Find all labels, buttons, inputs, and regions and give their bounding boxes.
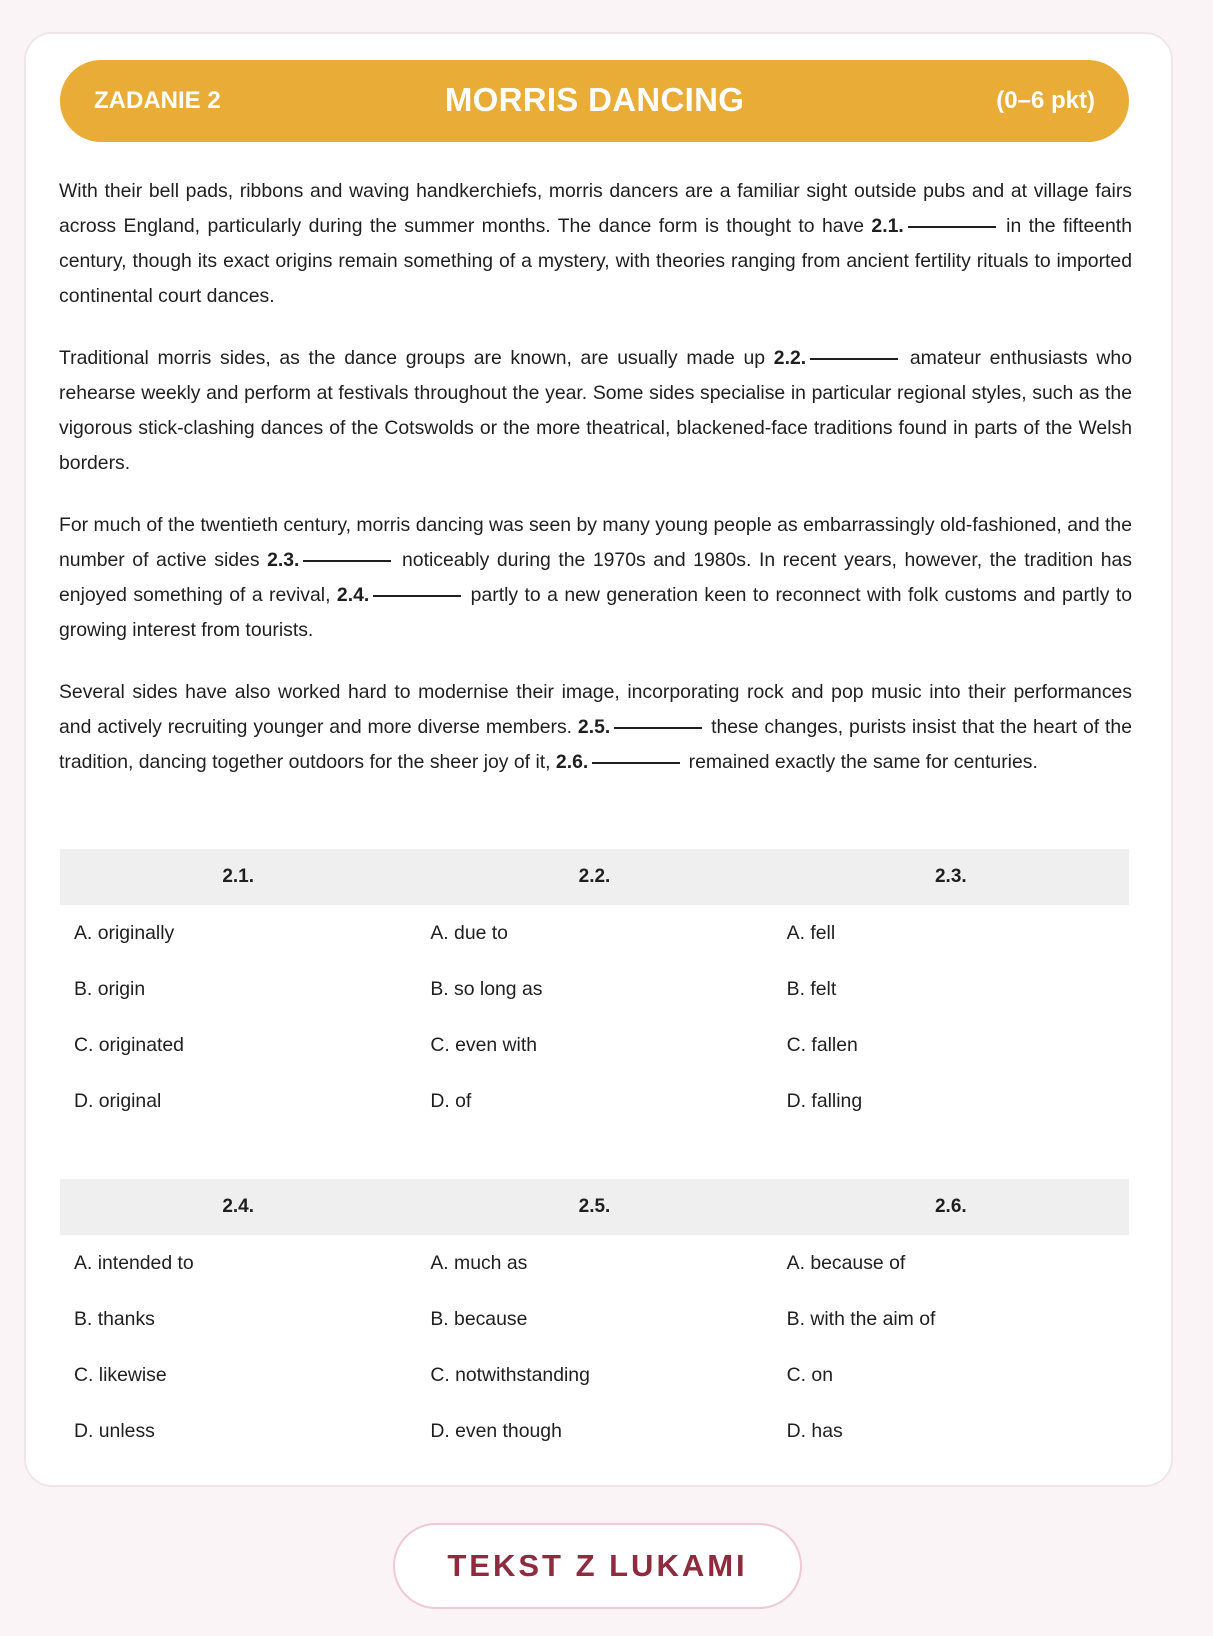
option-item[interactable]: B. origin [74,978,146,1000]
column-header: 2.1. [222,866,255,887]
option-item[interactable]: A. intended to [74,1252,194,1274]
option-item[interactable]: B. thanks [74,1308,155,1330]
options-body [60,905,1129,1142]
options-column [60,1235,416,1472]
gap-blank[interactable] [303,559,391,562]
task-number: ZADANIE 2 [94,87,221,114]
gap-blank[interactable] [908,225,996,228]
column-header: 2.4. [222,1196,255,1217]
gap-number: 2.5. [577,716,611,738]
option-item[interactable]: D. original [74,1090,162,1112]
options-header [60,1179,1129,1235]
options-header [60,849,1129,905]
exercise-card [24,32,1173,1487]
option-item[interactable]: D. even though [430,1420,562,1442]
options-table-2 [60,1179,1129,1472]
paragraph [59,508,1132,648]
gap-blank[interactable] [592,761,680,764]
text-segment: Traditional morris sides, as the dance groups are known, are usually made up [59,347,774,369]
gap-text-button[interactable]: TEKST Z LUKAMI [393,1523,802,1609]
options-column [416,1235,772,1472]
options-table-1 [60,849,1129,1142]
text-segment: these changes, purists insist that the heart of the tradition, dancing together outdoors for the sheer joy of it, [59,716,1132,773]
option-item[interactable]: A. because of [786,1252,906,1274]
gap-blank[interactable] [373,594,461,597]
text-segment: amateur enthusiasts who rehearse weekly and perform at festivals throughout the year. Some sides specialise in particular regional styles, such as the vigorous stick-clashing dances of the Cotswolds or the more theatrical, blackened-face traditions found in parts of the Welsh borders. [59,347,1132,474]
text-segment: Several sides have also worked hard to modernise their image, incorporating rock and pop music into their performances and actively recruiting younger and more diverse members. [59,681,1132,738]
options-column [416,905,772,1142]
option-item[interactable]: B. felt [786,978,837,1000]
option-item[interactable]: D. has [786,1420,843,1442]
paragraph [59,341,1132,481]
text-segment: in the fifteenth century, though its exact origins remain something of a mystery, with theories ranging from ancient fertility rituals to imported continental court dances. [59,215,1132,307]
option-item[interactable]: B. because [430,1308,528,1330]
gap-number: 2.3. [267,549,300,571]
options-column [60,905,416,1142]
options-column [773,905,1129,1142]
option-item[interactable]: D. falling [786,1090,863,1112]
gap-number: 2.1. [871,215,904,237]
gap-fill-text [59,174,1132,807]
text-segment: For much of the twentieth century, morris dancing was seen by many young people as embarrassingly old-fashioned, and the number of active sides [59,514,1132,571]
paragraph [59,174,1132,314]
options-column [773,1235,1129,1472]
paragraph [59,675,1132,780]
column-header: 2.3. [934,866,967,887]
option-item[interactable]: B. so long as [430,978,543,1000]
option-item[interactable]: C. originated [74,1034,184,1056]
option-item[interactable]: D. of [430,1090,472,1112]
task-banner [60,60,1129,142]
gap-number: 2.4. [336,584,370,606]
option-item[interactable]: C. fallen [786,1034,858,1056]
option-item[interactable]: C. even with [430,1034,538,1056]
text-segment: partly to a new generation keen to reconnect with folk customs and partly to growing interest from tourists. [59,584,1132,641]
gap-number: 2.6. [555,751,589,773]
option-item[interactable]: A. originally [74,922,175,944]
gap-blank[interactable] [810,357,898,360]
option-item[interactable]: D. unless [74,1420,155,1442]
text-segment: remained exactly the same for centuries. [683,751,1038,773]
option-item[interactable]: A. much as [430,1252,528,1274]
option-item[interactable]: A. fell [786,922,836,944]
option-item[interactable]: C. on [786,1364,834,1386]
gap-number: 2.2. [773,347,807,369]
text-segment: With their bell pads, ribbons and waving handkerchiefs, morris dancers are a familiar sight outside pubs and at village fairs across England, particularly during the summer months. The dance form is thought to have [59,180,1132,237]
column-header: 2.6. [934,1196,967,1217]
gap-blank[interactable] [614,726,702,729]
option-item[interactable]: A. due to [430,922,508,944]
option-item[interactable]: C. notwithstanding [430,1364,590,1386]
task-points: (0–6 pkt) [996,87,1095,114]
option-item[interactable]: C. likewise [74,1364,167,1386]
text-segment: noticeably during the 1970s and 1980s. In recent years, however, the tradition has enjoyed something of a revival, [59,549,1132,606]
options-body [60,1235,1129,1472]
column-header: 2.2. [578,866,611,887]
option-item[interactable]: B. with the aim of [786,1308,936,1330]
task-title: MORRIS DANCING [444,81,745,118]
column-header: 2.5. [578,1196,611,1217]
